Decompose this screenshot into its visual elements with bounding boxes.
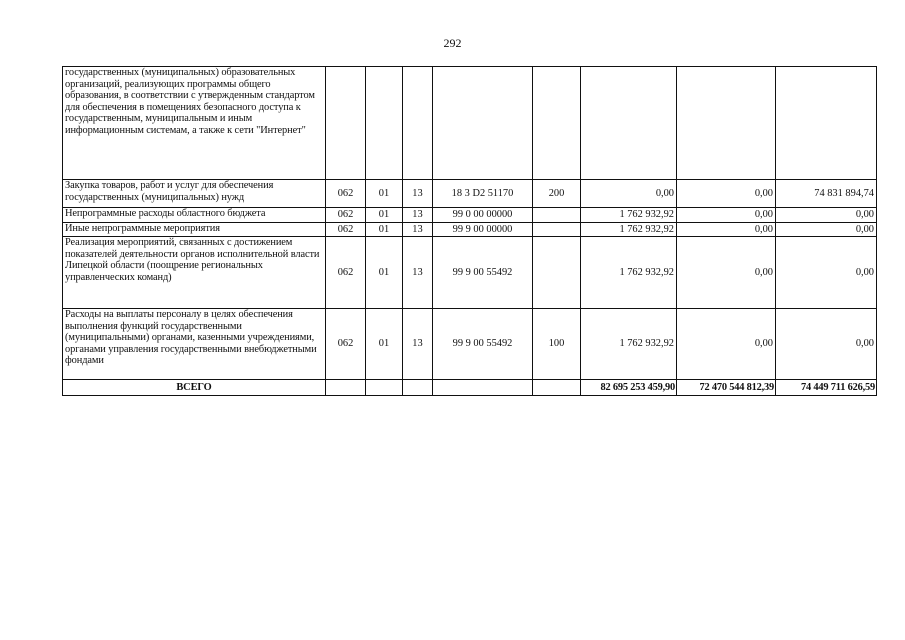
subsection-code: 13 <box>403 180 433 208</box>
sum-year-3: 0,00 <box>776 309 877 380</box>
sum-year-3: 0,00 <box>776 223 877 237</box>
target-code: 99 9 00 00000 <box>433 223 533 237</box>
expense-type-code: 200 <box>533 180 581 208</box>
section-code: 01 <box>366 208 403 223</box>
expense-type-code <box>533 223 581 237</box>
ministry-code: 062 <box>326 208 366 223</box>
row-name: государственных (муниципальных) образовательных организаций, реализующих программы общего образования, в соответствии с утвержденным стандартом для обеспечения в помещениях безопасного доступа к государственным, муниципальным и иным информационным системам, а также к сети "Интернет" <box>63 67 326 180</box>
sum-year-2 <box>677 67 776 180</box>
subsection-code <box>403 67 433 180</box>
table-row <box>63 223 877 237</box>
ministry-code: 062 <box>326 223 366 237</box>
expense-type-code <box>533 67 581 180</box>
row-name: Непрограммные расходы областного бюджета <box>63 208 326 223</box>
target-code <box>433 67 533 180</box>
sum-year-1: 1 762 932,92 <box>581 208 677 223</box>
expense-type-code: 100 <box>533 309 581 380</box>
row-name: Иные непрограммные мероприятия <box>63 223 326 237</box>
empty-cell <box>433 380 533 396</box>
empty-cell <box>533 380 581 396</box>
total-sum-year-2: 72 470 544 812,39 <box>677 380 776 396</box>
table-row <box>63 180 877 208</box>
total-row <box>63 380 877 396</box>
table-row <box>63 237 877 309</box>
table-row <box>63 67 877 180</box>
total-label: ВСЕГО <box>63 380 326 396</box>
sum-year-1: 0,00 <box>581 180 677 208</box>
sum-year-3: 0,00 <box>776 237 877 309</box>
sum-year-2: 0,00 <box>677 208 776 223</box>
sum-year-1 <box>581 67 677 180</box>
expense-type-code <box>533 208 581 223</box>
ministry-code <box>326 67 366 180</box>
sum-year-2: 0,00 <box>677 309 776 380</box>
total-sum-year-3: 74 449 711 626,59 <box>776 380 877 396</box>
sum-year-1: 1 762 932,92 <box>581 223 677 237</box>
ministry-code: 062 <box>326 237 366 309</box>
section-code: 01 <box>366 223 403 237</box>
sum-year-2: 0,00 <box>677 237 776 309</box>
row-name: Реализация мероприятий, связанных с достижением показателей деятельности органов исполнительной власти Липецкой области (поощрение региональных управленческих команд) <box>63 237 326 309</box>
empty-cell <box>326 380 366 396</box>
sum-year-3: 74 831 894,74 <box>776 180 877 208</box>
section-code: 01 <box>366 180 403 208</box>
section-code: 01 <box>366 309 403 380</box>
sum-year-3: 0,00 <box>776 208 877 223</box>
subsection-code: 13 <box>403 237 433 309</box>
ministry-code: 062 <box>326 180 366 208</box>
empty-cell <box>403 380 433 396</box>
table-row <box>63 208 877 223</box>
subsection-code: 13 <box>403 309 433 380</box>
target-code: 99 9 00 55492 <box>433 309 533 380</box>
target-code: 99 0 00 00000 <box>433 208 533 223</box>
section-code <box>366 67 403 180</box>
row-name: Закупка товаров, работ и услуг для обеспечения государственных (муниципальных) нужд <box>63 180 326 208</box>
total-sum-year-1: 82 695 253 459,90 <box>581 380 677 396</box>
row-name: Расходы на выплаты персоналу в целях обеспечения выполнения функций государственными (муниципальными) органами, казенными учреждениями, органами управления государственными внебюджетными фондами <box>63 309 326 380</box>
target-code: 99 9 00 55492 <box>433 237 533 309</box>
sum-year-2: 0,00 <box>677 180 776 208</box>
ministry-code: 062 <box>326 309 366 380</box>
sum-year-3 <box>776 67 877 180</box>
subsection-code: 13 <box>403 208 433 223</box>
expense-type-code <box>533 237 581 309</box>
budget-table <box>62 66 877 396</box>
page-number: 292 <box>443 36 462 50</box>
empty-cell <box>366 380 403 396</box>
sum-year-1: 1 762 932,92 <box>581 237 677 309</box>
subsection-code: 13 <box>403 223 433 237</box>
sum-year-2: 0,00 <box>677 223 776 237</box>
table-row <box>63 309 877 380</box>
target-code: 18 3 D2 51170 <box>433 180 533 208</box>
section-code: 01 <box>366 237 403 309</box>
sum-year-1: 1 762 932,92 <box>581 309 677 380</box>
